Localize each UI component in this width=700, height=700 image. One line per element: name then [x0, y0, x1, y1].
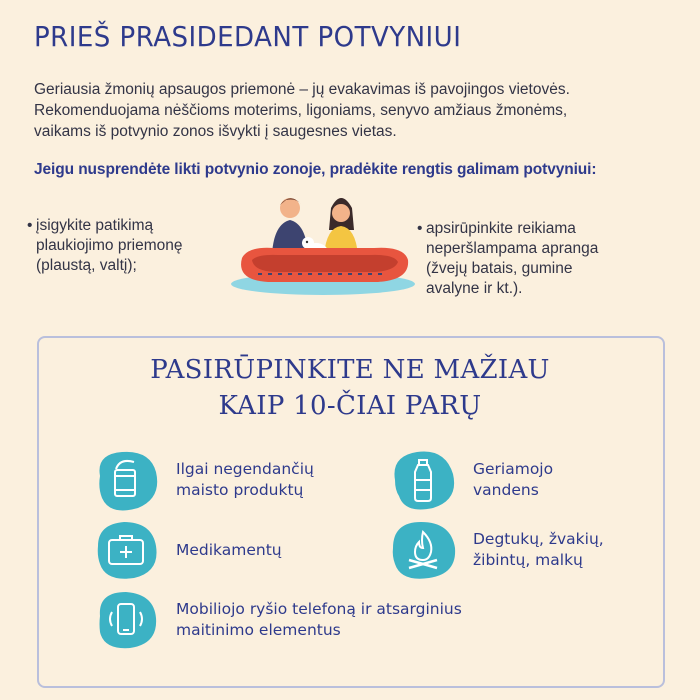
supply-label: Degtukų, žvakių,	[473, 530, 604, 548]
supply-item-fire	[387, 516, 604, 584]
panel-title	[0, 352, 700, 424]
intro-line: Geriausia žmonių apsaugos priemonė – jų evakavimas iš pavojingos vietovės.	[34, 81, 570, 98]
panel-title-line: PASIRŪPINKITE NE MAŽIAU	[150, 355, 550, 385]
supply-label: maisto produktų	[176, 481, 304, 499]
intro-paragraph	[34, 79, 674, 142]
section-subheading: Jeigu nusprendėte likti potvynio zonoje, pradėkite rengtis galimam potvyniui:	[34, 161, 597, 178]
mobile-phone-icon	[90, 586, 162, 654]
bullet-line: apsirūpinkite reikiama	[426, 220, 576, 237]
bullet-line: plaukiojimo priemonę	[36, 237, 183, 254]
supply-label: Medikamentų	[176, 540, 282, 559]
supply-label: Mobiliojo ryšio telefoną ir atsarginius	[176, 600, 462, 618]
bullet-line: avalyne ir kt.).	[426, 280, 523, 297]
bullet-boat	[27, 216, 206, 276]
supply-item-medicine	[90, 516, 282, 584]
intro-line: Rekomenduojama nėščioms moterims, ligoniams, senyvo amžiaus žmonėms,	[34, 102, 568, 119]
supply-label: žibintų, malkų	[473, 551, 583, 569]
supply-label: maitinimo elementus	[176, 621, 341, 639]
canned-food-icon	[90, 446, 162, 514]
supply-label: Ilgai negendančių	[176, 460, 314, 478]
panel-title-line: KAIP 10-ČIAI PARŲ	[218, 391, 482, 421]
intro-line: vaikams iš potvynio zonos išvykti į saugesnes vietas.	[34, 123, 397, 140]
boat-illustration	[228, 188, 418, 300]
bullet-marker: •	[27, 217, 33, 234]
supply-item-water	[387, 446, 553, 514]
bullet-line: (žvejų batais, gumine	[426, 260, 573, 277]
supply-item-phone	[90, 586, 462, 654]
campfire-icon	[387, 516, 459, 584]
bullet-clothing	[417, 219, 646, 299]
first-aid-kit-icon	[90, 516, 162, 584]
bullet-marker: •	[417, 220, 423, 237]
supply-item-food	[90, 446, 314, 514]
page-title: PRIEŠ PRASIDEDANT POTVYNIUI	[34, 20, 462, 53]
supply-label: Geriamojo	[473, 460, 554, 478]
bullet-line: įsigykite patikimą	[36, 217, 154, 234]
supply-label: vandens	[473, 481, 539, 499]
water-bottle-icon	[387, 446, 459, 514]
bullet-line: neperšlampama apranga	[426, 240, 599, 257]
bullet-line: (plaustą, valtį);	[36, 257, 137, 274]
